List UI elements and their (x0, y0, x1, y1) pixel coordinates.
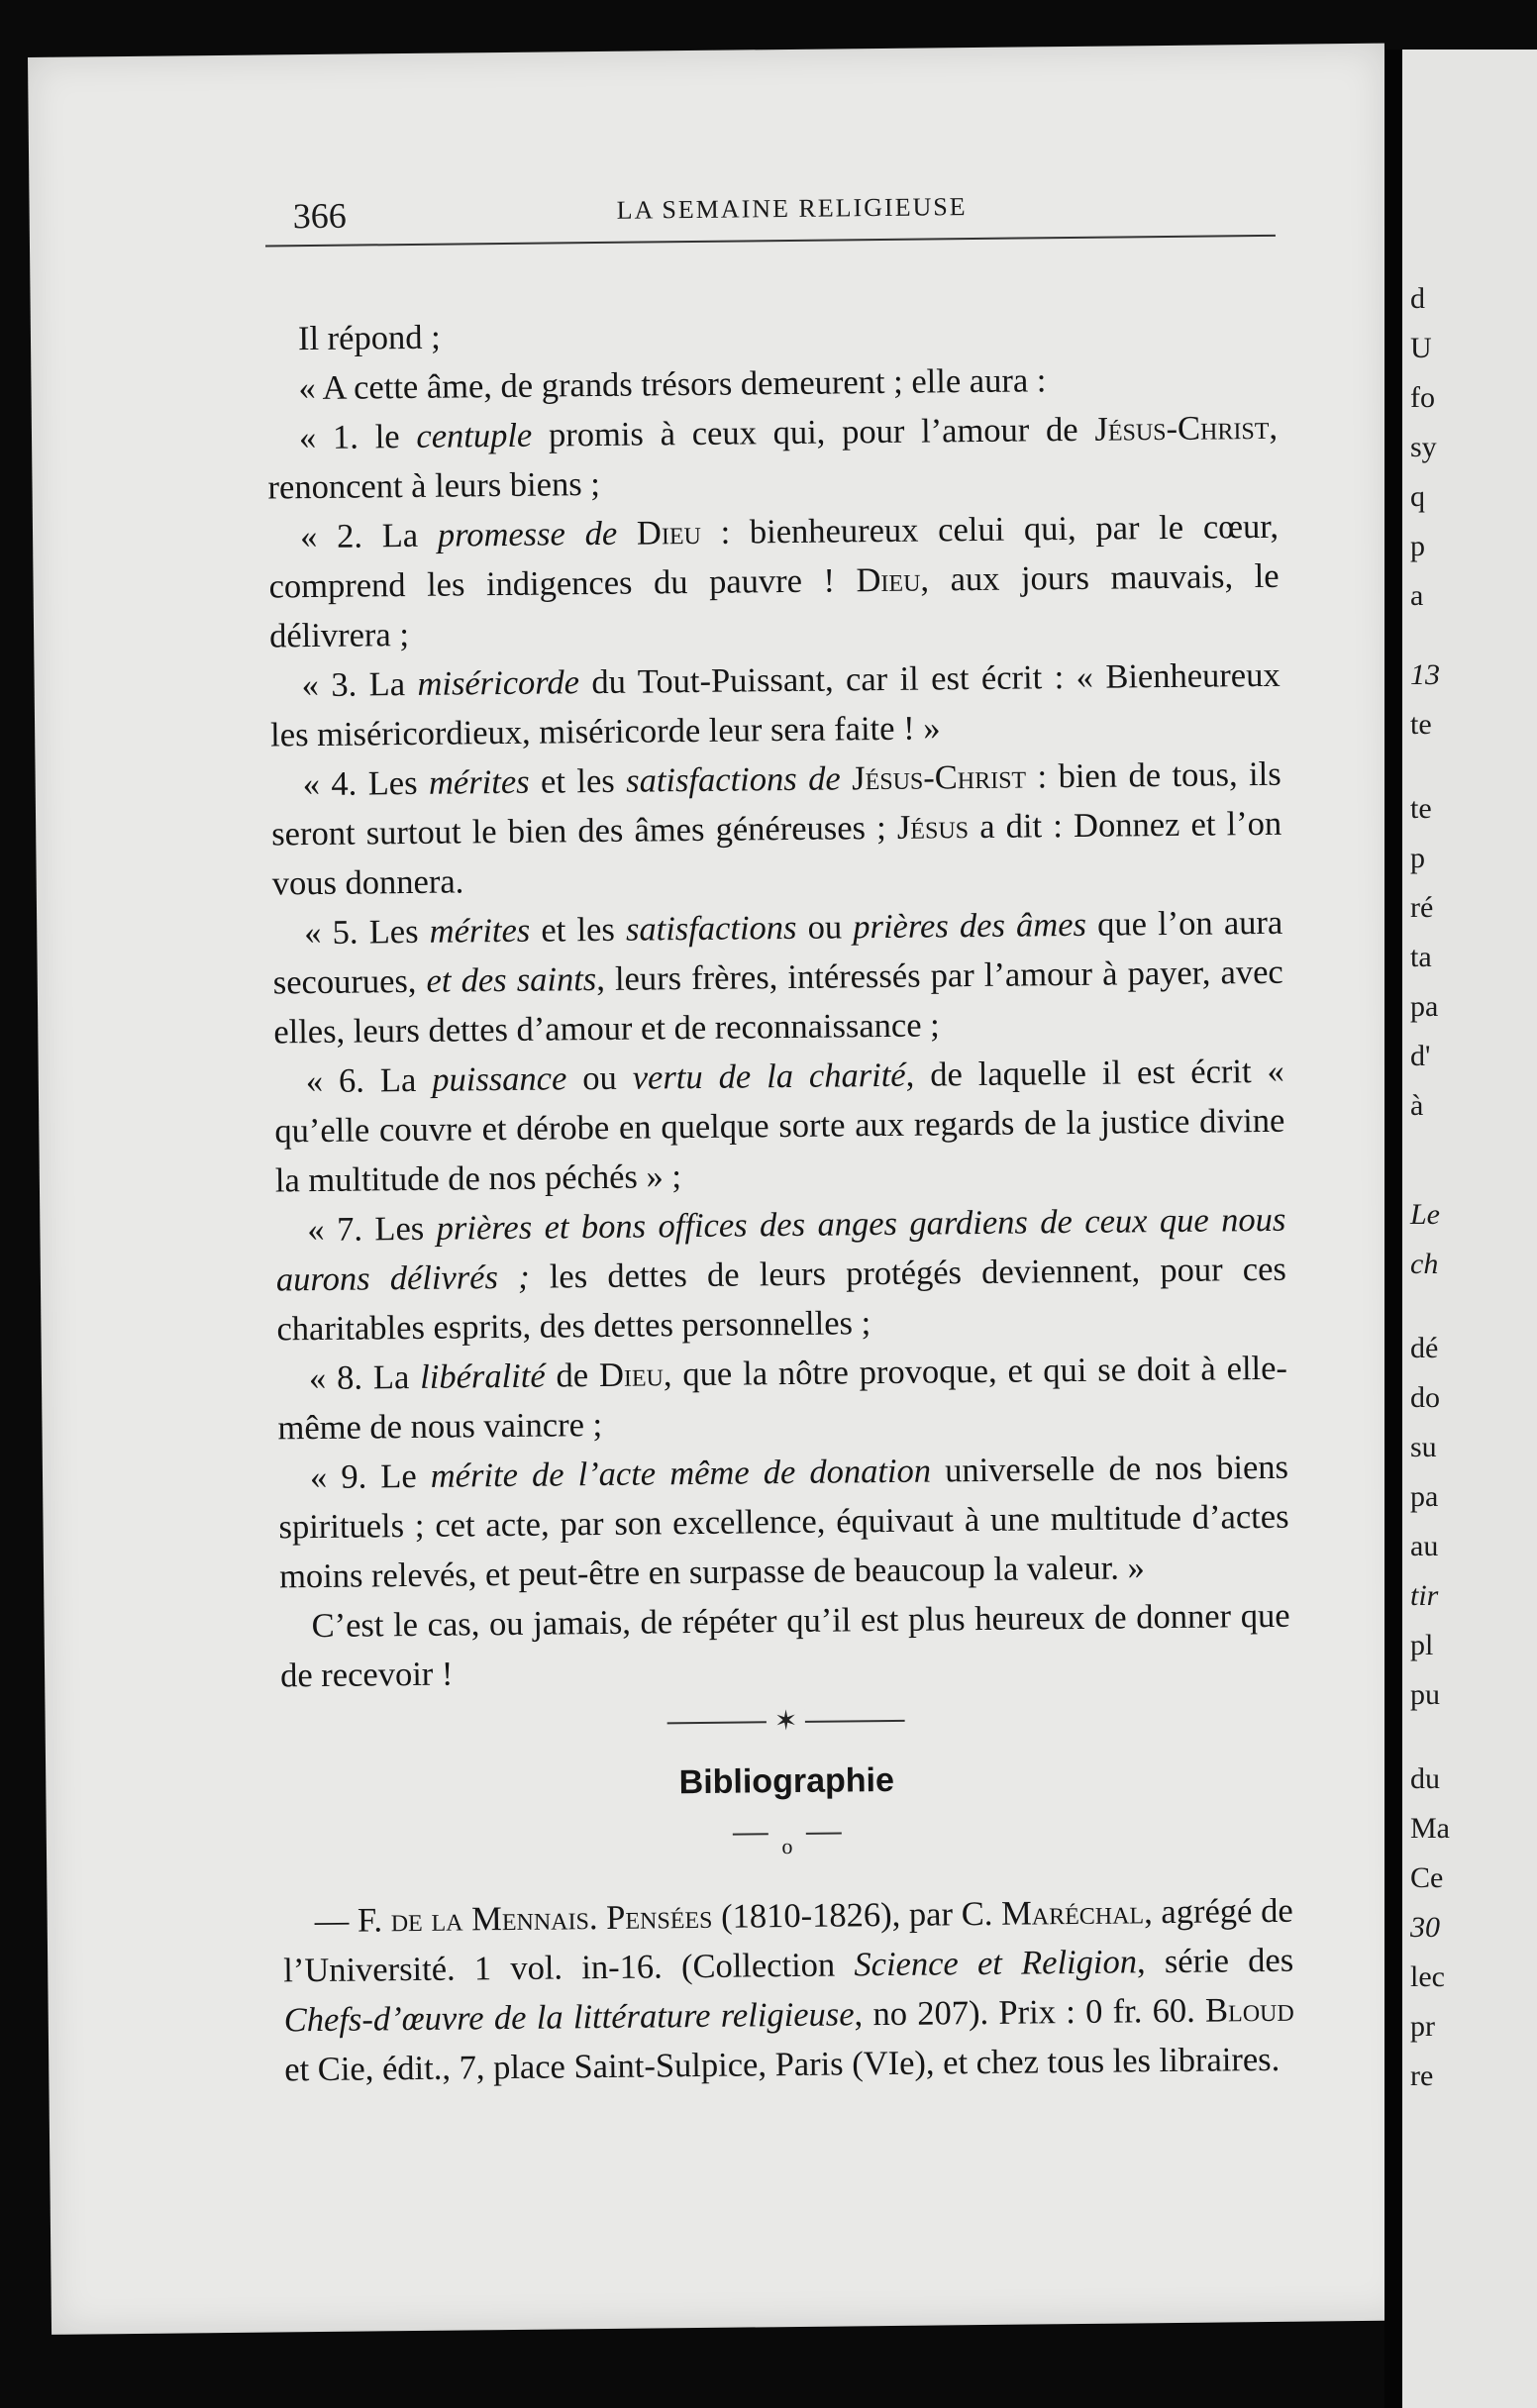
right-page-fragment: Ma (1410, 1812, 1450, 1845)
right-page-fragment: pl (1410, 1629, 1434, 1661)
right-page-fragment: ta (1410, 941, 1432, 973)
page-body (266, 304, 1295, 2095)
paragraph: « 5. Les mérites et les satisfactions ou prières des âmes que l’on aura secourues, et des saints, leurs frères, intéressés par l’amour à payer, avec elles, leurs dettes d’amour et de reconnaissance ; (272, 903, 1283, 1052)
right-page-fragment: pu (1410, 1678, 1440, 1711)
right-page-fragment: pa (1410, 1480, 1439, 1513)
right-page-fragment: Le (1410, 1198, 1440, 1231)
right-page-fragment: pr (1410, 2010, 1435, 2043)
right-page-fragment: Ce (1410, 1861, 1444, 1894)
right-page-fragment: re (1410, 2059, 1434, 2092)
right-page-fragment: su (1410, 1431, 1437, 1463)
bibliography-heading: Bibliographie (678, 1760, 895, 1802)
paragraph: « 8. La libéralité de Dieu, que la nôtre provoque, et qui se doit à elle-même de nous vaincre ; (277, 1349, 1288, 1448)
book-page-left (28, 44, 1408, 2335)
paragraph: Il répond ; (297, 318, 441, 358)
paragraph: « 9. Le mérite de l’acte même de donation universelle de nos biens spirituels ; cet acte, par son excellence, équivaut à une multitude d’actes moins relevés, et peut-être en surpasse de beaucoup la valeur. » (278, 1448, 1289, 1596)
right-page-fragment: do (1410, 1381, 1440, 1414)
right-page-fragment: 30 (1410, 1911, 1440, 1944)
section-divider (667, 1705, 905, 1738)
paragraph: « 2. La promesse de Dieu : bienheureux celui qui, par le cœur, comprend les indigences du pauvre ! Dieu, aux jours mauvais, le délivrera ; (268, 507, 1280, 655)
running-head: LA SEMAINE RELIGIEUSE (616, 192, 968, 225)
right-page-fragment: te (1410, 708, 1432, 741)
paragraph: « 4. Les mérites et les satisfactions de Jésus-Christ : bien de tous, ils seront surtout le bien des âmes généreuses ; Jésus a dit : Donnez et l’on vous donnera. (271, 754, 1282, 903)
right-page-fragment: p (1410, 842, 1425, 874)
paragraph: « 3. La miséricorde du Tout-Puissant, car il est écrit : « Bienheureux les miséricordieux, miséricorde leur sera faite ! » (269, 655, 1281, 754)
right-page-fragment: fo (1410, 381, 1435, 414)
right-page-fragment: p (1410, 530, 1425, 562)
right-page-fragment: te (1410, 792, 1432, 825)
right-page-fragment: tir (1410, 1579, 1439, 1612)
right-page-fragment: dé (1410, 1332, 1439, 1364)
right-page-fragment: d (1410, 282, 1425, 315)
right-page-fragment: lec (1410, 1960, 1445, 1993)
right-page-fragment: ré (1410, 891, 1434, 924)
paragraph: « 7. Les prières et bons offices des anges gardiens de ceux que nous aurons délivrés ; les dettes de leurs protégés deviennent, pour ces charitables esprits, des dettes personnelles ; (275, 1200, 1287, 1349)
bibliography-separator: o (733, 1817, 842, 1848)
right-page-fragment: au (1410, 1530, 1439, 1562)
right-page-fragment: q (1410, 480, 1425, 513)
right-page-fragment: à (1410, 1089, 1424, 1122)
right-page-fragment: du (1410, 1762, 1440, 1795)
right-page-fragment: sy (1410, 431, 1437, 463)
page-number: 366 (292, 195, 347, 237)
right-page-fragment: pa (1410, 990, 1439, 1023)
right-page-fragment: 13 (1410, 658, 1440, 691)
paragraph: « 1. le centuple promis à ceux qui, pour l’amour de Jésus-Christ, renoncent à leurs biens ; (267, 408, 1279, 507)
book-gutter (1384, 50, 1402, 2408)
bibliography-entry: — F. de la Mennais. Pensées (1810-1826), par C. Maréchal, agrégé de l’Université. 1 vol. in-16. (Collection Science et Religion, série des Chefs-d’œuvre de la littérature religieuse, no 207). Prix : 0 fr. 60. Bloud et Cie, édit., 7, place Saint-Sulpice, Paris (VIe), et chez tous les libraires. (283, 1891, 1294, 2089)
page-header (264, 165, 1276, 248)
paragraph: « A cette âme, de grands trésors demeurent ; elle aura : (298, 361, 1047, 408)
right-page-fragment: a (1410, 579, 1424, 612)
paragraph: C’est le cas, ou jamais, de répéter qu’il est plus heureux de donner que de recevoir ! (279, 1596, 1290, 1695)
ornament-icon: ✶ (767, 1707, 806, 1737)
paragraph: « 6. La puissance ou vertu de la charité, de laquelle il est écrit « qu’elle couvre et dérobe en quelque sorte aux regards de la justice divine la multitude de nos péchés » ; (274, 1052, 1285, 1200)
book-page-right-edge (1402, 50, 1537, 2408)
right-page-fragment: U (1410, 332, 1432, 364)
right-page-fragment: ch (1410, 1248, 1439, 1280)
right-page-fragment: d' (1410, 1040, 1431, 1072)
